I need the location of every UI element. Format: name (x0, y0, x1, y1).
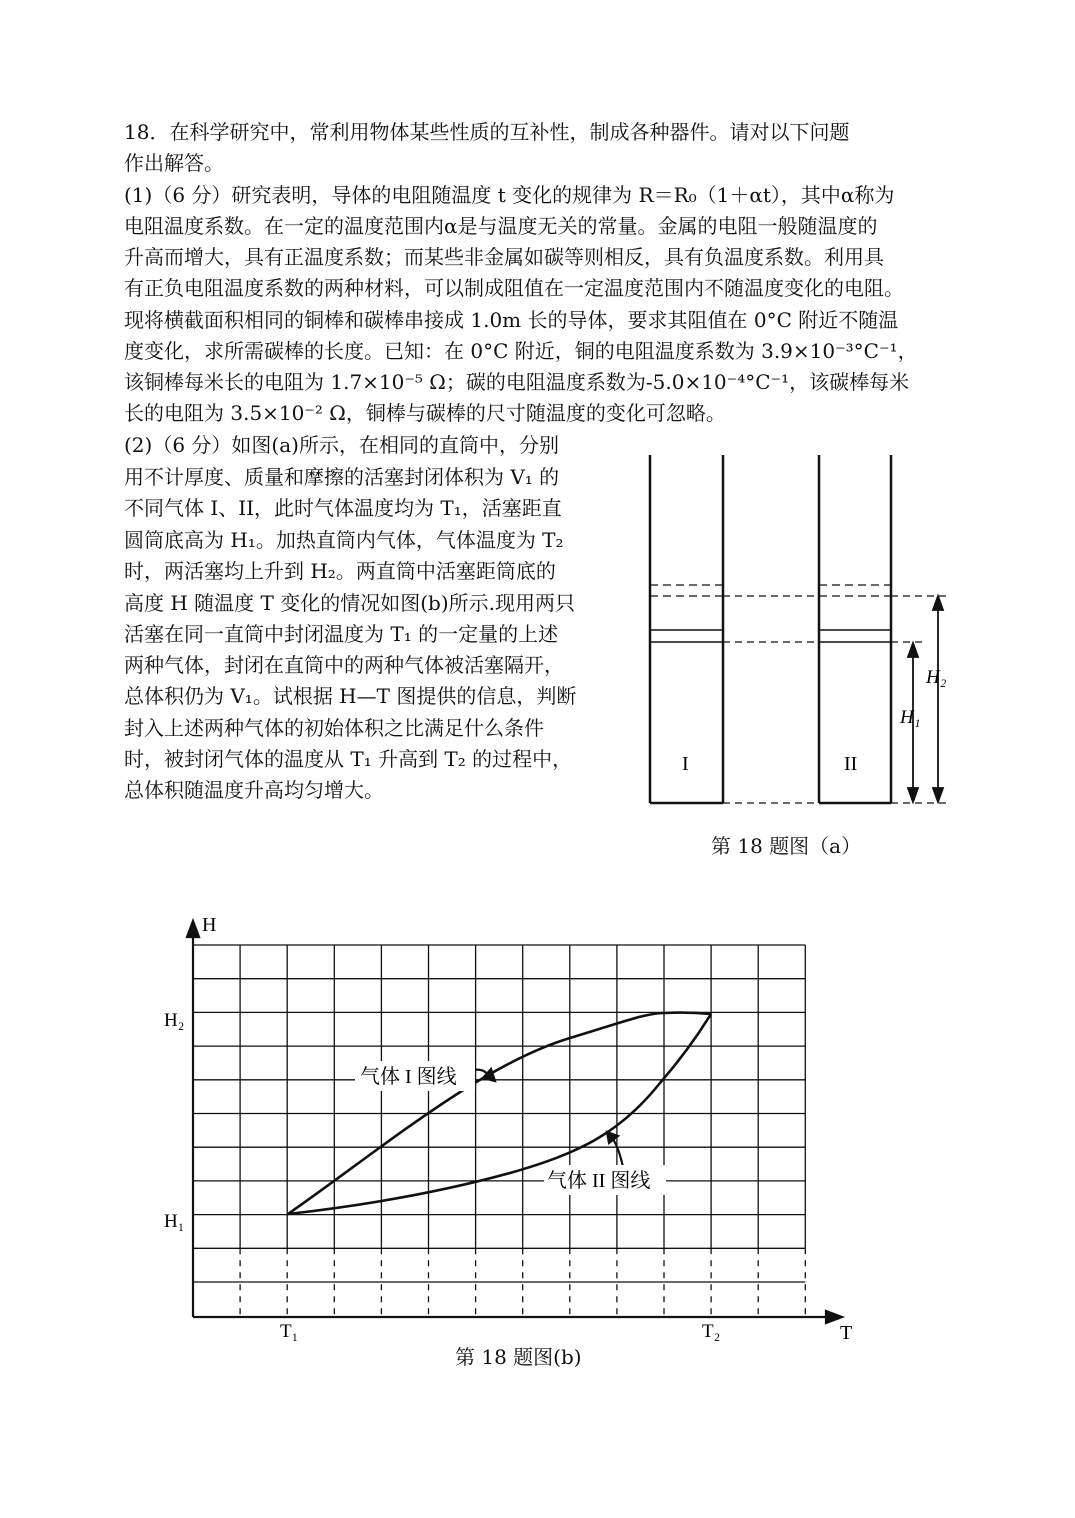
chart-grid (193, 945, 805, 1317)
h2-label: H₂ (926, 667, 947, 688)
tube-1-label: I (682, 753, 689, 775)
part2-line-1: (2)（6 分）如图(a)所示，在相同的直筒中，分别 (124, 433, 559, 457)
tube-2-label: II (844, 753, 858, 775)
axes (187, 921, 842, 1323)
figure-b-caption: 第 18 题图(b) (455, 1345, 582, 1369)
intro-line-2: 作出解答。 (124, 151, 224, 175)
part2-line-9: 总体积仍为 V₁。试根据 H—T 图提供的信息，判断 (124, 684, 577, 708)
part1-line-6: 度变化，求所需碳棒的长度。已知：在 0°C 附近，铜的电阻温度系数为 3.9×10⁻³°C⁻¹， (124, 339, 918, 363)
part1-line-5: 现将横截面积相同的铜棒和碳棒串接成 1.0m 长的导体，要求其阻值在 0°C 附近不随温 (124, 308, 899, 332)
part2-line-8: 两种气体，封闭在直筒中的两种气体被活塞隔开， (124, 653, 564, 677)
part2-line-6: 高度 H 随温度 T 变化的情况如图(b)所示.现用两只 (124, 591, 575, 615)
x-axis-label: T (840, 1322, 853, 1344)
part1-line-3: 升高而增大，具有正温度系数；而某些非金属如碳等则相反，具有负温度系数。利用具 (124, 245, 884, 269)
part2-line-5: 时，两活塞均上升到 H₂。两直筒中活塞距筒底的 (124, 559, 556, 583)
tube-2 (819, 455, 891, 803)
reference-lines (723, 596, 950, 803)
gas-2-label: 气体 II 图线 (547, 1170, 651, 1192)
part1-line-1: (1)（6 分）研究表明，导体的电阻随温度 t 变化的规律为 R＝R₀（1＋αt），其中α称为 (124, 183, 895, 207)
part2-line-3: 不同气体 I、II，此时气体温度均为 T₁，活塞距直 (124, 496, 562, 520)
gas-2-pointer (607, 1132, 623, 1167)
t1-tick-label: T₁ (280, 1321, 299, 1342)
figure-b (150, 905, 870, 1345)
tube-1 (650, 455, 723, 803)
intro-line-1: 18．在科学研究中，常利用物体某些性质的互补性，制成各种器件。请对以下问题 (124, 120, 850, 144)
figure-a (630, 450, 970, 820)
part1-line-7: 该铜棒每米长的电阻为 1.7×10⁻⁵ Ω；碳的电阻温度系数为-5.0×10⁻⁴°C⁻¹，该碳棒每米 (124, 370, 910, 394)
part2-line-2: 用不计厚度、质量和摩擦的活塞封闭体积为 V₁ 的 (124, 465, 560, 489)
part1-line-2: 电阻温度系数。在一定的温度范围内α是与温度无关的常量。金属的电阻一般随温度的 (124, 214, 878, 238)
part2-line-4: 圆筒底高为 H₁。加热直筒内气体，气体温度为 T₂ (124, 528, 564, 552)
part2-line-12: 总体积随温度升高均匀增大。 (124, 778, 384, 802)
y-axis-label: H (202, 914, 217, 936)
y-axis-arrow (187, 921, 199, 937)
h2-tick-label: H₂ (164, 1010, 185, 1031)
h2-dimension-arrow (933, 596, 943, 802)
part1-line-4: 有正负电阻温度系数的两种材料，可以制成阻值在一定温度范围内不随温度变化的电阻。 (124, 276, 904, 300)
part2-line-11: 时，被封闭气体的温度从 T₁ 升高到 T₂ 的过程中， (124, 747, 573, 771)
t2-tick-label: T₂ (702, 1321, 721, 1342)
h1-tick-label: H₁ (164, 1211, 185, 1232)
figure-a-caption: 第 18 题图（a） (711, 834, 862, 858)
part2-line-7: 活塞在同一直筒中封闭温度为 T₁ 的一定量的上述 (124, 622, 559, 646)
gas-1-label: 气体 I 图线 (360, 1066, 457, 1088)
h1-label: H₁ (900, 707, 921, 728)
part1-line-8: 长的电阻为 3.5×10⁻² Ω，铜棒与碳棒的尺寸随温度的变化可忽略。 (124, 401, 726, 425)
part2-line-10: 封入上述两种气体的初始体积之比满足什么条件 (124, 716, 544, 740)
